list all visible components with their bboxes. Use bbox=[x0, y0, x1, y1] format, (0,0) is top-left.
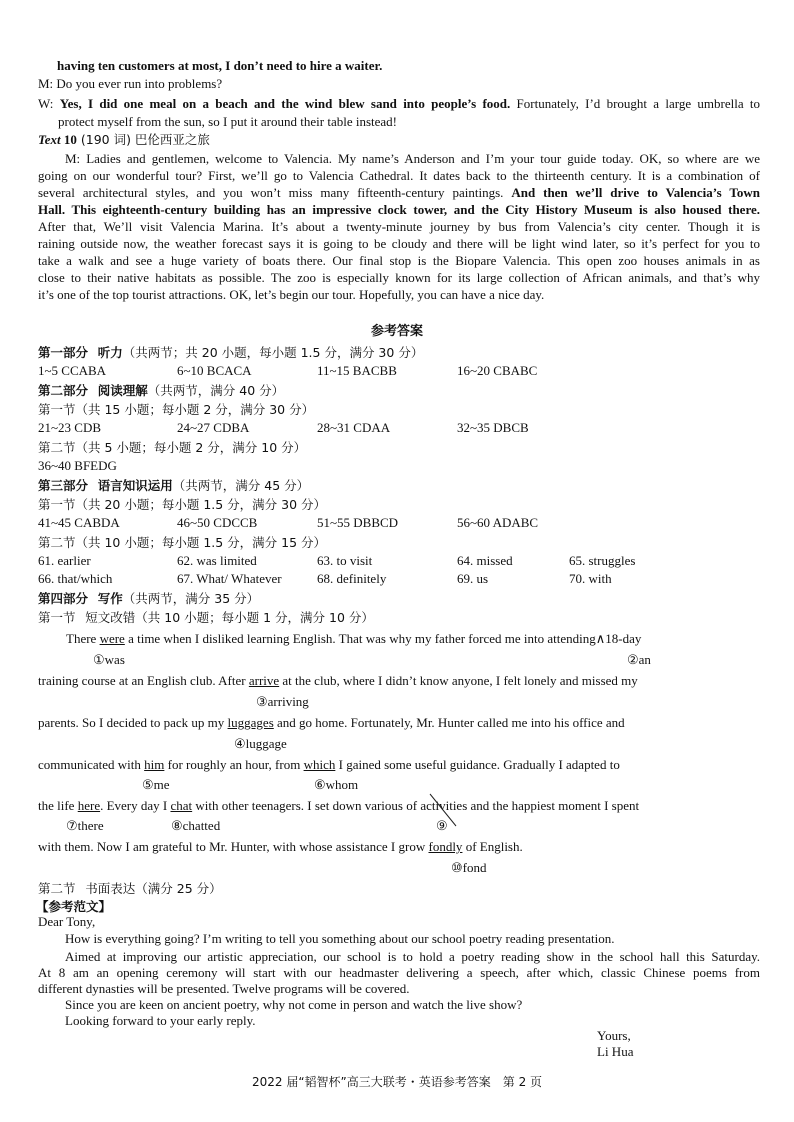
part3-fill-65: 65. struggles bbox=[569, 553, 636, 568]
part3-title: 语言知识运用 bbox=[97, 478, 173, 493]
page-footer: 2022 届“韬智杯”高三大联考・英语参考答案 第 2 页 bbox=[251, 1075, 543, 1089]
correction-mark-6: ⑥whom bbox=[314, 777, 359, 792]
correction-line-4 bbox=[38, 757, 620, 773]
error-word-10: fondly bbox=[428, 839, 463, 854]
transcript-line-2: M: Do you ever run into problems? bbox=[38, 76, 223, 91]
part1-title: 听力 bbox=[97, 345, 123, 360]
deleted-word-9: of bbox=[406, 798, 418, 813]
correction-line-5 bbox=[38, 798, 639, 814]
letter-para-1: How is everything going? I’m writing to tell you something about our school poetry reading presentation. bbox=[65, 931, 615, 946]
text: and go home. Fortunately, Mr. Hunter called me into his office and bbox=[273, 715, 625, 730]
correction-line-1 bbox=[66, 631, 641, 647]
letter-para-3: Since you are keen on ancient poetry, why not come in person and watch the live show? bbox=[65, 997, 523, 1012]
correction-mark-7: ⑦there bbox=[66, 818, 104, 833]
text: of English. bbox=[462, 839, 523, 854]
part4-head: 第四部分 bbox=[38, 591, 89, 606]
part3-info: （共两节，满分 45 分） bbox=[172, 478, 310, 493]
transcript-w-line bbox=[38, 95, 760, 112]
text: with other teenagers. I set down various bbox=[192, 798, 407, 813]
text10-para-line-8: close to their native habitats as possible. The zoo is especially known for its large collection of African animals, and that’s why bbox=[38, 270, 760, 285]
part4-info: （共两节，满分 35 分） bbox=[122, 591, 260, 606]
text: at the club, where I didn’t know anyone, I felt lonely and missed my bbox=[279, 673, 638, 688]
correction-line-2 bbox=[38, 673, 638, 689]
part3-section1: 第一节（共 20 小题；每小题 1.5 分，满分 30 分） bbox=[38, 497, 327, 512]
correction-mark-10: ⑩fond bbox=[451, 860, 487, 875]
text10-para-line-7: take a walk and see a huge variety of boats there. Our final stop is the Biopare Valencia. This open zoo houses animals in as bbox=[38, 253, 760, 268]
text: I gained some useful guidance. Gradually I adapted to bbox=[335, 757, 620, 772]
correction-line-6 bbox=[38, 839, 523, 855]
letter-para-4: Looking forward to your early reply. bbox=[65, 1013, 256, 1028]
insert-caret: ∧ bbox=[595, 631, 606, 646]
error-word-7: here bbox=[77, 798, 101, 813]
text10-para-line-3 bbox=[38, 184, 760, 201]
part3-fill-66: 66. that/which bbox=[38, 571, 113, 586]
part2-section1: 第一节（共 15 小题；每小题 2 分，满分 30 分） bbox=[38, 402, 315, 417]
text: with them. Now I am grateful to Mr. Hunter, with whose assistance I grow bbox=[38, 839, 429, 854]
text: activities and the happiest moment I spent bbox=[417, 798, 640, 813]
text10-para-line-5: After that, We’ll visit Valencia Marina. It’s about a twenty-minute journey by bus from Valencia’s city center. Though it is bbox=[38, 219, 760, 234]
letter-greeting: Dear Tony, bbox=[38, 914, 96, 929]
s2-title: 书面表达（满分 25 分） bbox=[85, 881, 222, 896]
part2-head: 第二部分 bbox=[38, 383, 89, 398]
text: parents. So I decided to pack up my bbox=[38, 715, 228, 730]
text10-para-line-1: M: Ladies and gentlemen, welcome to Valencia. My name’s Anderson and I’m your tour guide today. OK, so where are we bbox=[65, 151, 760, 166]
part3-section2: 第二节（共 10 小题；每小题 1.5 分，满分 15 分） bbox=[38, 535, 327, 550]
text: . Every day I bbox=[100, 798, 171, 813]
correction-mark-2: ②an bbox=[627, 652, 651, 667]
answers-title: 参考答案 bbox=[370, 324, 423, 339]
letter-para-2-line-1: Aimed at improving our artistic appreciation, our school is to hold a poetry reading show in the school hall this Saturday. bbox=[65, 949, 760, 964]
correction-mark-4: ④luggage bbox=[234, 736, 287, 751]
part3-heading bbox=[38, 476, 309, 494]
part2-answer-4: 32~35 DBCB bbox=[457, 420, 529, 435]
part3-fill-70: 70. with bbox=[569, 571, 612, 586]
transcript-line-1: having ten customers at most, I don’t need to hire a waiter. bbox=[57, 58, 383, 73]
correction-line-3 bbox=[38, 715, 625, 731]
text: a time when I disliked learning English. That was why my father forced me into attending bbox=[124, 631, 596, 646]
w-rest-text: Fortunately, I’d brought a large umbrella to bbox=[510, 96, 760, 111]
correction-mark-9: ⑨ bbox=[436, 818, 448, 833]
para-line-4-start: Hall. bbox=[38, 202, 72, 217]
part1-answer-3: 11~15 BACBB bbox=[317, 363, 397, 378]
part2-answer-1: 21~23 CDB bbox=[38, 420, 102, 435]
part4-s1-head: 第一节 bbox=[38, 610, 76, 625]
error-word-8: chat bbox=[170, 798, 193, 813]
text: There bbox=[66, 631, 100, 646]
part3-head: 第三部分 bbox=[38, 478, 89, 493]
para-line-3-bold: And then we’ll drive to Valencia’s Town bbox=[511, 185, 760, 200]
part2-answer-3: 28~31 CDAA bbox=[317, 420, 391, 435]
part3-answer-2: 46~50 CDCCB bbox=[177, 515, 258, 530]
text10-para-line-6: raining outside now, the weather forecast says it is going to be cloudy and there will be light wind later, so it’s perfect for you to bbox=[38, 236, 760, 251]
text10-number: 10 bbox=[60, 132, 77, 147]
part1-answer-1: 1~5 CCABA bbox=[38, 363, 107, 378]
part1-answer-4: 16~20 CBABC bbox=[457, 363, 538, 378]
part3-fill-67: 67. What/ Whatever bbox=[177, 571, 282, 586]
part1-heading bbox=[38, 343, 423, 361]
w-bold-text: Yes, I did one meal on a beach and the wind blew sand into people’s food. bbox=[59, 96, 511, 111]
correction-mark-8: ⑧chatted bbox=[171, 818, 221, 833]
sample-label: 【参考范文】 bbox=[36, 899, 112, 914]
part4-section1 bbox=[38, 608, 374, 626]
text10-para-line-4 bbox=[38, 201, 760, 218]
part3-fill-64: 64. missed bbox=[457, 553, 513, 568]
part3-fill-63: 63. to visit bbox=[317, 553, 373, 568]
text10-heading bbox=[38, 131, 760, 148]
part3-answer-1: 41~45 CABDA bbox=[38, 515, 120, 530]
part4-s1-title: 短文改错（共 10 小题；每小题 1 分，满分 10 分） bbox=[85, 610, 374, 625]
part3-answer-3: 51~55 DBBCD bbox=[317, 515, 399, 530]
letter-signature: Li Hua bbox=[597, 1044, 634, 1059]
part2-answer-2: 24~27 CDBA bbox=[177, 420, 250, 435]
text: communicated with bbox=[38, 757, 145, 772]
part1-info: （共两节；共 20 小题，每小题 1.5 分，满分 30 分） bbox=[122, 345, 424, 360]
s2-head: 第二节 bbox=[38, 881, 76, 896]
part3-answer-4: 56~60 ADABC bbox=[457, 515, 539, 530]
w-prefix: W: bbox=[38, 96, 60, 111]
part1-head: 第一部分 bbox=[38, 345, 89, 360]
error-word-6: which bbox=[303, 757, 336, 772]
text10-para-line-9: it’s one of the top tourist attractions. OK, let’s begin our tour. Hopefully, you can have a nice day. bbox=[38, 287, 545, 302]
letter-para-2-line-3: different dynasties will be presented. Twelve programs will be covered. bbox=[38, 981, 410, 996]
error-word-4: luggages bbox=[227, 715, 274, 730]
text10-para-line-2: going on our wonderful tour? First, we’ll go to Valencia Cathedral. It dates back to the thirteenth century. It is a combination of bbox=[38, 168, 760, 183]
text: 18-day bbox=[605, 631, 642, 646]
error-word-5: him bbox=[144, 757, 165, 772]
text: for roughly an hour, from bbox=[164, 757, 304, 772]
letter-para-2-line-2: At 8 am an opening ceremony will start with our headmaster delivering a speech, after which, classic Chinese poems from bbox=[38, 965, 760, 980]
part3-fill-61: 61. earlier bbox=[38, 553, 91, 568]
correction-mark-5: ⑤me bbox=[142, 777, 170, 792]
part2-title: 阅读理解 bbox=[97, 383, 148, 398]
error-word-3: arrive bbox=[248, 673, 280, 688]
part2-answer-5: 36~40 BFEDG bbox=[38, 458, 117, 473]
transcript-w-line-2: protect myself from the sun, so I put it around their table instead! bbox=[58, 114, 397, 129]
part3-fill-69: 69. us bbox=[457, 571, 489, 586]
part3-fill-62: 62. was limited bbox=[177, 553, 257, 568]
part1-answer-2: 6~10 BCACA bbox=[177, 363, 252, 378]
text: training course at an English club. After bbox=[38, 673, 249, 688]
text10-label: Text bbox=[38, 132, 61, 147]
text10-words: (190 词) 巴伦西亚之旅 bbox=[76, 132, 210, 147]
letter-closing: Yours, bbox=[597, 1028, 631, 1043]
text: the life bbox=[38, 798, 78, 813]
error-word-1: were bbox=[99, 631, 125, 646]
writing-section-heading bbox=[38, 879, 222, 897]
part3-fill-68: 68. definitely bbox=[317, 571, 387, 586]
para-line-3-normal: several architectural styles, and you won’t miss many fifteenth-century paintings. bbox=[38, 185, 512, 200]
part4-title: 写作 bbox=[97, 591, 123, 606]
part2-heading bbox=[38, 381, 284, 399]
para-line-4-bold: This eighteenth-century building has an impressive clock tower, and the City History Museum is also housed there. bbox=[71, 202, 760, 217]
part2-section2: 第二节（共 5 小题；每小题 2 分，满分 10 分） bbox=[38, 440, 307, 455]
part2-info: （共两节，满分 40 分） bbox=[147, 383, 285, 398]
part4-heading bbox=[38, 589, 259, 607]
correction-mark-1: ①was bbox=[93, 652, 125, 667]
correction-mark-3: ③arriving bbox=[256, 694, 309, 709]
